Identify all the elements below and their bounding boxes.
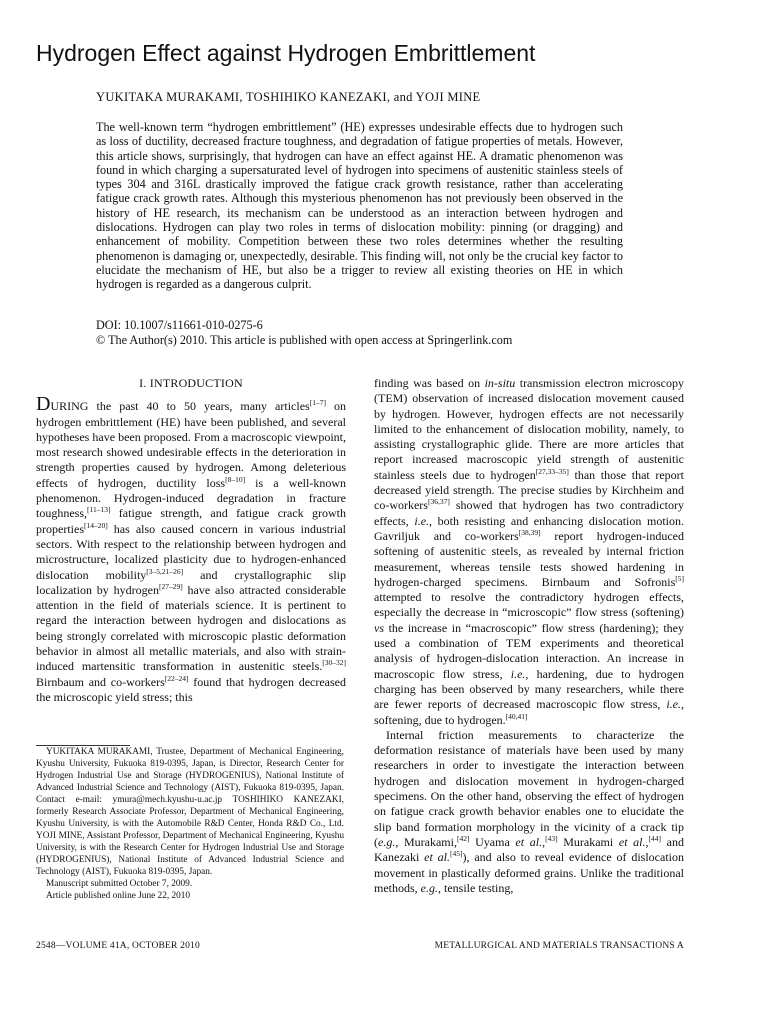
doi-link[interactable]: DOI: 10.1007/s11661-010-0275-6 <box>96 318 263 332</box>
affiliations-text: YUKITAKA MURAKAMI, Trustee, Department of Mechanical Engineering, Kyushu University, Fukuoka 819-0395, Japan, is Director, Research Center for Hydrogen Industrial Use and Storage (HYDROGENIUS), National Institute of Advanced Industrial Science and Technology (AIST), Fukuoka 819-0395, Japan. Contact e-mail: ymura@mech.kyushu-u.ac.jp TOSHIHIKO KANEZAKI, formerly Research Associate Professor, Department of Mechanical Engineering, Kyushu University, is with the Automobile R&D Center, Honda R&D Co., Ltd. YOJI MINE, Assistant Professor, Department of Mechanical Engineering, Kyushu University, is with the Research Center for Hydrogen Industrial Use and Storage (HYDROGENIUS), National Institute of Advanced Industrial Science and Technology (AIST), Fukuoka 819-0395, Japan. <box>36 747 344 877</box>
intro-paragraph: DURING the past 40 to 50 years, many articles[1–7] on hydrogen embrittlement (HE) have been published, and several hypotheses have been proposed. From a macroscopic viewpoint, most research showed undesirable effects in the deterioration in strength properties caused by hydrogen. Among deleterious effects of hydrogen, ductility loss[8–10] is a well-known phenomenon. Hydrogen-induced degradation in fracture toughness,[11–13] fatigue strength, and fatigue crack growth properties[14–20] has also caused concern in various industrial sectors. With respect to the relationship between hydrogen and microstructure, localized plasticity due to hydrogen-enhanced dislocation mobility[3–5,21–26] and crystallographic slip localization by hydrogen[27–29] have also attracted considerable attention in the field of materials science. It is pertinent to regard the interaction between hydrogen and dislocations as being strongly correlated with microscopic plastic deformation behavior in almost all metallic materials, and also with strain-induced martensitic transformation in austenitic steels.[30–32] Birnbaum and co-workers[22–24] found that hydrogen decreased the microscopic yield stress; this <box>36 393 347 704</box>
citation-ref[interactable]: [1–7] <box>309 398 326 408</box>
body-paragraph: Internal friction measurements to characterize the deformation resistance of materials have been used by many researchers in order to investigate the interaction between hydrogen and dislocation movement in hydrogen-charged specimens. On the other hand, observing the effect of hydrogen on fatigue crack growth behavior enables one to elucidate the slip band formation morphology in the vicinity of a crack tip (e.g., Murakami,[42] Uyama et al.,[43] Murakami et al.,[44] and Kanezaki et al.[45]), and also to reveal evidence of dislocation movement in plastically deformed grains. Unlike the traditional methods, e.g., tensile testing, <box>374 727 685 895</box>
citation-ref[interactable]: [11–13] <box>87 505 111 515</box>
drop-cap: D <box>36 393 51 416</box>
section-heading: I. INTRODUCTION <box>139 376 243 390</box>
citation-ref[interactable]: [8–10] <box>225 474 246 484</box>
citation-ref[interactable]: [22–24] <box>164 673 189 683</box>
citation-ref[interactable]: [5] <box>675 573 684 583</box>
author-list: YUKITAKA MURAKAMI, TOSHIHIKO KANEZAKI, and YOJI MINE <box>96 90 481 104</box>
citation-ref[interactable]: [14–20] <box>83 520 108 530</box>
abstract: The well-known term “hydrogen embrittlement” (HE) expresses undesirable effects due to hydrogen such as loss of ductility, decreased fracture toughness, and degradation of fatigue properties of metals. However, this article shows, surprisingly, that hydrogen can have an effect against HE. A dramatic phenomenon was found in which charging a supersaturated level of hydrogen into specimens of austenitic stainless steels of types 304 and 316L drastically improved the fatigue crack growth resistance, rather than accelerating fatigue crack growth rates. Although this mysterious phenomenon has not previously been observed in the history of HE research, its mechanism can be understood as an interaction between hydrogen and dislocations. Hydrogen can play two roles in terms of dislocation mobility: pinning (or dragging) and enhancement of mobility. Competition between these two roles determines whether the resulting phenomenon is damaging or, unexpectedly, desirable. This finding will, not only be the crucial key factor to elucidate the mechanism of HE, but also be a trigger to review all existing theories on HE in which hydrogen is regarded as a dangerous culprit. <box>96 120 623 292</box>
body-paragraph: finding was based on in-situ transmission electron microscopy (TEM) observation of increased dislocation movement caused by hydrogen. However, hydrogen effects are not necessarily limited to the enhancement of dislocation mobility, namely, to assisting crystallographic glide. There are more articles that report increased macroscopic yield strength of austenitic stainless steels due to hydrogen[27,33–35] than those that report decreased yield strength. The precise studies by Kirchheim and co-workers[36,37] showed that hydrogen has two contradictory effects, i.e., both resisting and enhancing dislocation motion. Gavriljuk and co-workers[38,39] report hydrogen-induced softening of austenitic steels, as revealed by internal friction measurement, whereas tensile tests showed hardening in hydrogen-charged specimens. Birnbaum and Sofronis[5] attempted to resolve the contradictory hydrogen effects, especially the decrease in “microscopic” flow stress (softening) vs the increase in “macroscopic” flow stress (hardening); they used a combination of TEM experiments and theoretical analysis of hydrogen-dislocation interaction. An increase in macroscopic flow stress, i.e., hardening, due to hydrogen charging has been observed by many researchers, while there are fewer reports of decreased macroscopic flow stress, i.e., softening, due to hydrogen.[40,41] <box>374 376 685 727</box>
citation-ref[interactable]: [30–32] <box>322 658 346 668</box>
citation-ref[interactable]: [27,33–35] <box>535 466 569 476</box>
paper-title: Hydrogen Effect against Hydrogen Embrittlement <box>36 40 536 66</box>
citation-ref[interactable]: [3–5,21–26] <box>146 566 184 576</box>
citation-ref[interactable]: [27–29] <box>158 581 183 591</box>
citation-ref[interactable]: [42] <box>456 833 470 843</box>
doi-block <box>96 318 696 348</box>
citation-ref[interactable]: [43] <box>545 833 558 843</box>
author-affiliations-footnote <box>36 746 344 902</box>
right-column <box>374 376 684 896</box>
left-column <box>36 376 346 705</box>
citation-ref[interactable]: [36,37] <box>427 497 450 507</box>
submitted-date: Manuscript submitted October 7, 2009. <box>46 879 193 889</box>
page-footer-volume: 2548—VOLUME 41A, OCTOBER 2010 <box>36 941 200 951</box>
citation-ref[interactable]: [40,41] <box>505 711 528 721</box>
copyright-notice: © The Author(s) 2010. This article is published with open access at Springerlink.com <box>96 333 513 347</box>
citation-ref[interactable]: [45] <box>450 849 463 859</box>
page-footer-journal: METALLURGICAL AND MATERIALS TRANSACTIONS A <box>434 941 684 951</box>
citation-ref[interactable]: [44] <box>648 833 662 843</box>
published-date: Article published online June 22, 2010 <box>46 891 191 901</box>
citation-ref[interactable]: [38,39] <box>518 527 541 537</box>
